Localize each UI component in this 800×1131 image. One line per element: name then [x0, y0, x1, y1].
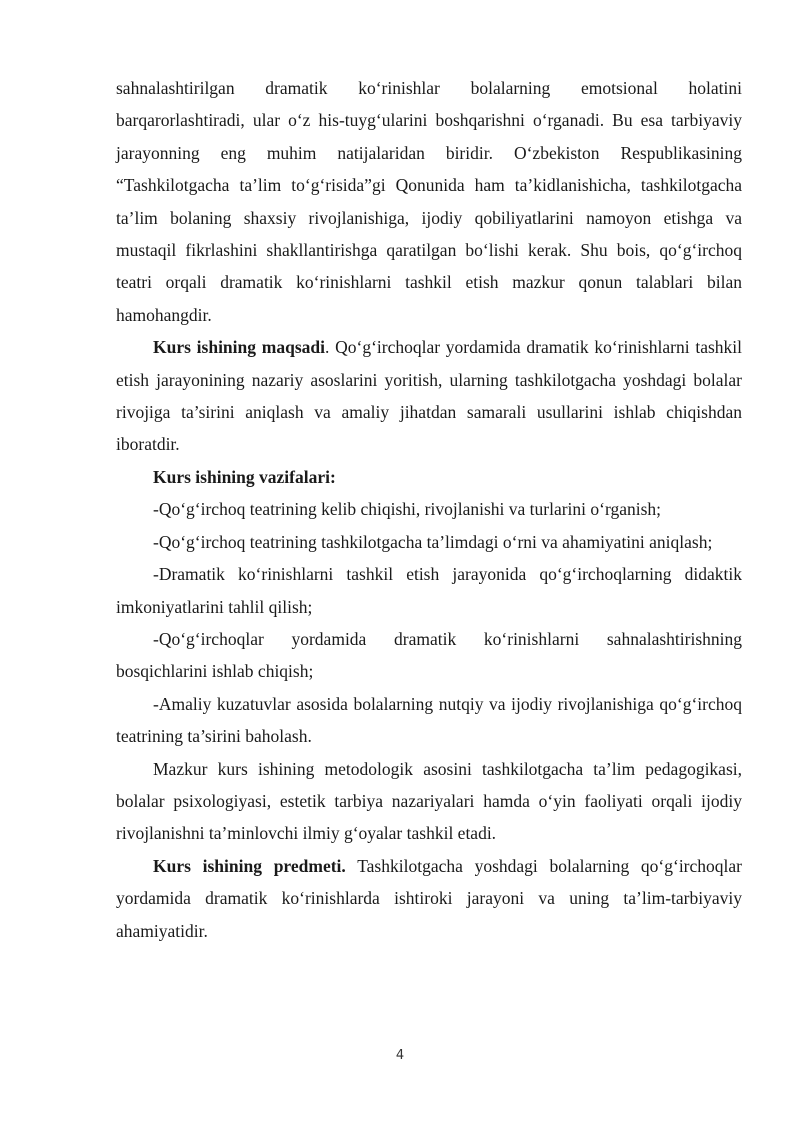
document-page [116, 72, 742, 947]
vazifa-item: -Qo‘g‘irchoq teatrining kelib chiqishi, rivojlanishi va turlarini o‘rganish; [153, 499, 662, 520]
maqsad-label: Kurs ishining maqsadi [153, 337, 325, 358]
page-number: 4 [395, 1048, 405, 1063]
maqsad-text: . Qo‘g‘irchoqlar yordamida dramatik ko‘rinishlarni tashkil etish jarayonining nazariy asoslarini yoritish, ularning tashkilotgacha yoshdagi bolalar rivojiga ta’sirini aniqlash va amaliy jihatdan samarali usullarini ishlab chiqishdan iboratdir. [116, 337, 743, 455]
vazifa-item: -Dramatik ko‘rinishlarni tashkil etish jarayonida qo‘g‘irchoqlarning didaktik imkoniyatlarini tahlil qilish; [116, 564, 742, 617]
vazifa-item: -Amaliy kuzatuvlar asosida bolalarning nutqiy va ijodiy rivojlanishiga qo‘g‘irchoq teatrining ta’sirini baholash. [116, 693, 742, 747]
vazifa-item: -Qo‘g‘irchoqlar yordamida dramatik ko‘rinishlarni sahnalashtirishning bosqichlarini ishlab chiqish; [116, 628, 742, 682]
paragraph-metodologik: Mazkur kurs ishining metodologik asosini tashkilotgacha ta’lim pedagogikasi, bolalar psixologiyasi, estetik tarbiya nazariyalari hamda o‘yin faoliyati orqali ijodiy rivojlanishni ta’minlovchi ilmiy g‘oyalar tashkil etadi. [116, 758, 742, 844]
vazifa-item: -Qo‘g‘irchoq teatrining tashkilotgacha ta’limdagi o‘rni va ahamiyatini aniqlash; [153, 531, 713, 552]
predmet-label: Kurs ishining predmeti. [153, 855, 346, 876]
predmet-text: Tashkilotgacha yoshdagi bolalarning qo‘g‘irchoqlar yordamida dramatik ko‘rinishlarda ishtiroki jarayoni va uning ta’lim-tarbiyaviy ahamiyatidir. [116, 855, 742, 941]
paragraph-predmet [116, 850, 742, 947]
paragraph-maqsad [116, 331, 742, 461]
vazifalar-heading: Kurs ishining vazifalari: [153, 466, 336, 487]
paragraph-intro: sahnalashtirilgan dramatik ko‘rinishlar bolalarning emotsional holatini barqarorlashtiradi, ular o‘z his-tuyg‘ularini boshqarishni o‘rganadi. Bu esa tarbiyaviy jarayonning eng muhim natijalaridan biridir. O‘zbekiston Respublikasining “Tashkilotgacha ta’lim to‘g‘risida”gi Qonunida ham ta’kidlanishicha, tashkilotgacha ta’lim bolaning shaxsiy rivojlanishiga, ijodiy qobiliyatlarini namoyon etishga va mustaqil fikrlashini shakllantirishga qaratilgan bo‘lishi kerak. Shu bois, qo‘g‘irchoq teatri orqali dramatik ko‘rinishlarni tashkil etish mazkur qonun talablari bilan hamohangdir. [116, 78, 742, 325]
